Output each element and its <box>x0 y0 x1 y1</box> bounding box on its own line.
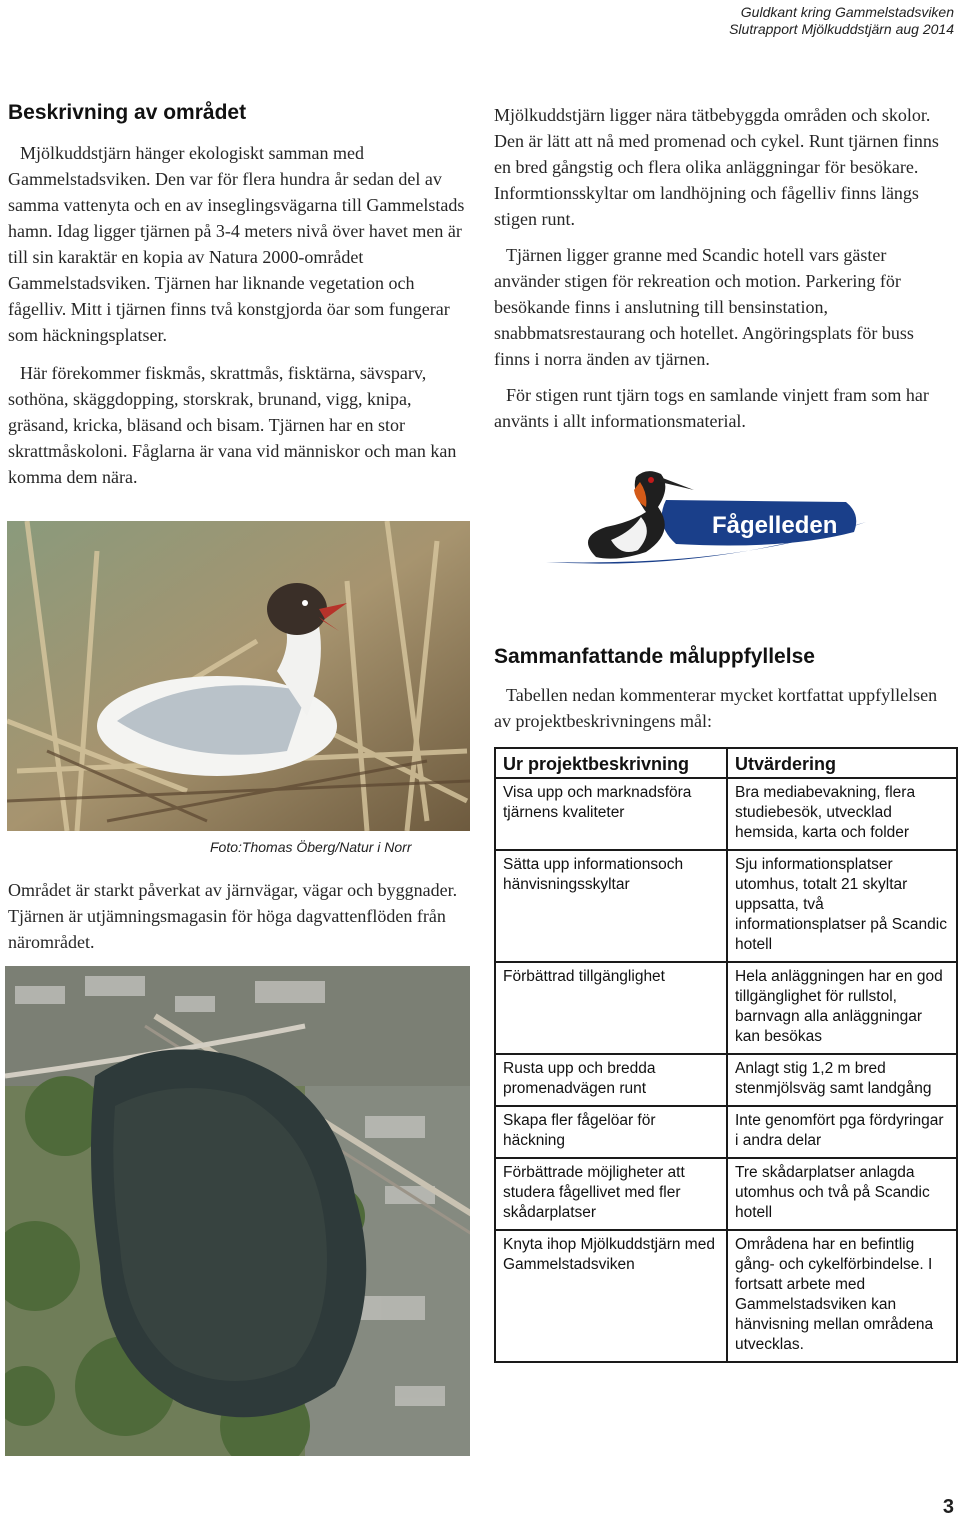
photo-gull <box>7 521 470 831</box>
table-cell-evaluation: Hela anläggningen har en god tillgänglighet för rullstol, barnvagn alla anläggningar kan besökas <box>727 962 957 1054</box>
left-text-block-1 <box>8 140 470 490</box>
paragraph-impact: Området är starkt påverkat av järnvägar, vägar och byggnader. Tjärnen är utjämningsmagasin för höga dagvattenflöden från närområdet. <box>8 880 458 952</box>
table-row <box>495 850 957 962</box>
goals-table <box>494 747 958 1363</box>
logo-text: Fågelleden <box>712 512 838 539</box>
table-cell-evaluation: Anlagt stig 1,2 m bred stenmjölsväg samt landgång <box>727 1054 957 1106</box>
section-heading-description: Beskrivning av området <box>8 101 247 124</box>
header-subtitle: Slutrapport Mjölkuddstjärn aug 2014 <box>729 21 954 37</box>
paragraph-vignette: För stigen runt tjärn togs en samlande vinjett fram som har använts i allt informationsmaterial. <box>494 385 929 431</box>
paragraph-hotel: Tjärnen ligger granne med Scandic hotell vars gäster använder stigen för rekreation och motion. Parkering för besökande finns i anslutning till bensinstation, snabbmatsrestaurang och hotellet. Angöringsplats för buss finns i norra änden av tjärnen. <box>494 245 914 369</box>
paragraph-description: Mjölkuddstjärn hänger ekologiskt samman med Gammelstadsviken. Den var för flera hundra år sedan del av samma vattenyta och en av inseglingsvägarna till Gammelstads hamn. Idag ligger tjärnen på 3-4 meters nivå över havet men är till sin karaktär en kopia av Natura 2000-området Gammelstadsviken. Tjärnen har liknande vegetation och fågelliv. Mitt i tjärnen finns två konstgjorda öar som fungerar som häckningsplatser. <box>8 143 465 345</box>
table-row <box>495 962 957 1054</box>
column-header-evaluation: Utvärdering <box>727 748 957 778</box>
table-cell-evaluation: Områdena har en befintlig gång- och cykelförbindelse. I fortsatt arbete med Gammelstadsviken kan hänvisning mellan områdena utvecklas. <box>727 1230 957 1362</box>
page-number: 3 <box>942 1496 954 1518</box>
gull-illustration <box>7 521 470 831</box>
table-cell-goal: Sätta upp informationsoch hänvisningsskyltar <box>495 850 727 962</box>
paragraph-birds: Här förekommer fiskmås, skrattmås, fisktärna, sävsparv, sothöna, skäggdopping, storskrak, brunand, vigg, knipa, gräsand, kricka, bläsand och bisam. Tjärnen har en stor skrattmåskoloni. Fåglarna är vana vid människor och man kan komma dem nära. <box>8 363 457 487</box>
photo-aerial <box>5 966 470 1456</box>
fagelleden-logo <box>536 462 876 572</box>
right-text-block <box>494 102 954 434</box>
table-row <box>495 1054 957 1106</box>
section-heading-summary: Sammanfattande måluppfyllelse <box>494 645 815 668</box>
table-cell-evaluation: Inte genomfört pga fördyringar i andra delar <box>727 1106 957 1158</box>
summary-intro: Tabellen nedan kommenterar mycket kortfattat uppfyllelsen av projektbeskrivningens mål: <box>494 685 938 731</box>
table-row <box>495 1230 957 1362</box>
photo-credit: Foto:Thomas Öberg/Natur i Norr <box>210 839 412 855</box>
table-cell-evaluation: Tre skådarplatser anlagda utomhus och två på Scandic hotell <box>727 1158 957 1230</box>
table-cell-goal: Rusta upp och bredda promenadvägen runt <box>495 1054 727 1106</box>
aerial-illustration <box>5 966 470 1456</box>
table-cell-evaluation: Bra mediabevakning, flera studiebesök, utvecklad hemsida, karta och folder <box>727 778 957 850</box>
summary-intro-block <box>494 682 954 734</box>
table-row <box>495 1106 957 1158</box>
table-cell-evaluation: Sju informationsplatser utomhus, totalt 21 skyltar uppsatta, två informationsplatser på Scandic hotell <box>727 850 957 962</box>
paragraph-access: Mjölkuddstjärn ligger nära tätbebyggda områden och skolor. Den är lätt att nå med promenad och cykel. Runt tjärnen finns en bred gångstig och flera olika anläggningar för besökare. Informtionsskyltar om landhöjning och fågelliv finns längs stigen runt. <box>494 105 939 229</box>
table-header-row <box>495 748 957 778</box>
left-text-block-2 <box>8 877 470 955</box>
table-cell-goal: Förbättrade möjligheter att studera fågellivet med fler skådarplatser <box>495 1158 727 1230</box>
table-row <box>495 1158 957 1230</box>
table-cell-goal: Visa upp och marknadsföra tjärnens kvaliteter <box>495 778 727 850</box>
table-cell-goal: Knyta ihop Mjölkuddstjärn med Gammelstadsviken <box>495 1230 727 1362</box>
column-header-goal: Ur projektbeskrivning <box>495 748 727 778</box>
table-row <box>495 778 957 850</box>
header-title: Guldkant kring Gammelstadsviken <box>740 4 954 20</box>
goals-table-wrapper <box>494 747 958 1363</box>
table-cell-goal: Skapa fler fågelöar för häckning <box>495 1106 727 1158</box>
table-cell-goal: Förbättrad tillgänglighet <box>495 962 727 1054</box>
